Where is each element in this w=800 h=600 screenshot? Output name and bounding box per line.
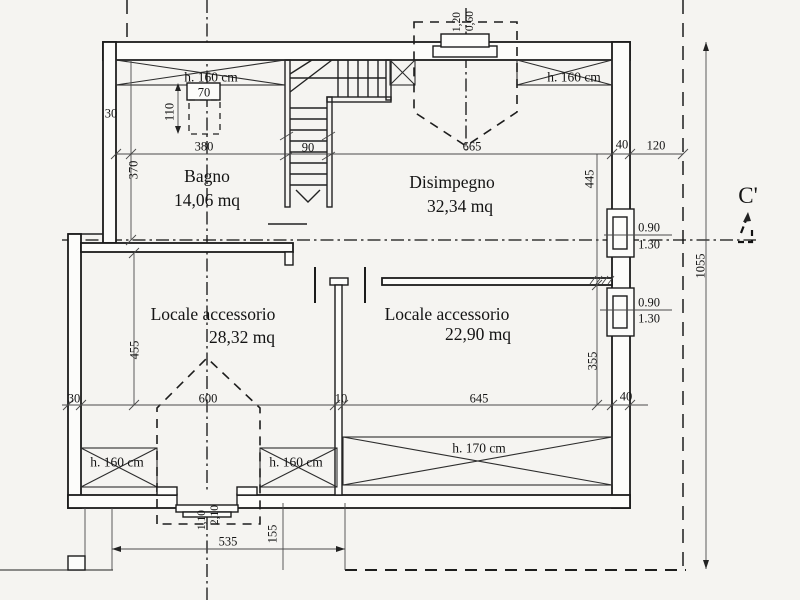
- wall-bagno-south-jamb: [285, 252, 293, 265]
- dim-door-height: 2,10: [209, 504, 222, 526]
- dim-shaft-height: 110: [162, 102, 177, 122]
- zone-label-bottom-left-1: h. 160 cm: [90, 454, 144, 470]
- dim-room1-height: 455: [127, 340, 142, 360]
- wall-disimpegno-south: [382, 278, 612, 285]
- dim-terrace-width: 535: [218, 534, 238, 549]
- dim-window2-width: 0.90: [638, 295, 660, 310]
- room-area-locale-1: 28,32 mq: [208, 327, 276, 348]
- window-right-1: [607, 209, 634, 257]
- dim-door-width: 1,10: [196, 509, 209, 531]
- dim-room2-width: 645: [469, 391, 489, 406]
- dim-bagno-height: 370: [126, 160, 141, 180]
- window-right-2: [607, 288, 634, 336]
- zone-label-top-right: h. 160 cm: [547, 69, 601, 85]
- wall-right: [612, 42, 630, 508]
- wall-left-lower: [68, 234, 81, 508]
- dim-bagno-width: 380: [194, 139, 214, 154]
- wall-left-upper: [103, 42, 116, 243]
- dim-dormer-width: 1,20: [451, 11, 464, 33]
- dim-window2-height: 1.30: [638, 311, 660, 326]
- dim-window1-width: 0.90: [638, 220, 660, 235]
- dim-window1-height: 1.30: [638, 237, 660, 252]
- dim-wall-left-top: 30: [104, 106, 118, 121]
- dim-wall-left-bottom: 30: [67, 391, 81, 406]
- wall-top: [103, 42, 630, 60]
- stair-down-arrow: [296, 190, 320, 202]
- room-area-locale-2: 22,90 mq: [444, 324, 512, 345]
- partition-cap: [330, 278, 348, 285]
- room-label-bagno: Bagno: [184, 166, 230, 187]
- wall-bottom: [68, 495, 630, 508]
- staircase: [280, 60, 391, 207]
- dim-wall-right-top: 40: [615, 137, 629, 152]
- dim-disimpegno-width: 665: [462, 139, 482, 154]
- dim-total-height: 1055: [693, 253, 708, 279]
- section-marker-c: [738, 183, 758, 242]
- room-area-disimpegno: 32,34 mq: [426, 196, 494, 217]
- stair-winders: [290, 60, 332, 92]
- dim-partition-thickness: 10: [334, 391, 348, 406]
- dormer-window: [433, 34, 497, 57]
- room-label-locale-2: Locale accessorio: [384, 304, 510, 325]
- dim-eaves-offset: 155: [265, 524, 280, 544]
- room-area-bagno: 14,06 mq: [173, 190, 241, 211]
- dim-room1-width: 600: [198, 391, 218, 406]
- section-marker-label: C': [738, 183, 758, 208]
- zone-label-bottom-right: h. 170 cm: [452, 440, 506, 456]
- zone-label-top-left: h. 160 cm: [184, 69, 238, 85]
- room-label-locale-1: Locale accessorio: [150, 304, 276, 325]
- exterior-pillar: [68, 556, 85, 570]
- dim-shaft-width: 70: [197, 85, 211, 100]
- dim-disimpegno-height: 445: [582, 169, 597, 189]
- dim-stair-width: 90: [301, 140, 315, 155]
- partition-wall: [335, 285, 342, 495]
- dim-wall-right-bottom: 40: [619, 389, 633, 404]
- dim-room2-height: 355: [585, 351, 600, 371]
- dim-dormer-height: 0,60: [464, 10, 477, 32]
- room-label-disimpegno: Disimpegno: [409, 172, 495, 193]
- dim-offset-right: 120: [646, 138, 666, 153]
- wall-bagno-south: [81, 243, 293, 252]
- low-height-zone-stair-side: [390, 60, 415, 85]
- zone-label-bottom-left-2: h. 160 cm: [269, 454, 323, 470]
